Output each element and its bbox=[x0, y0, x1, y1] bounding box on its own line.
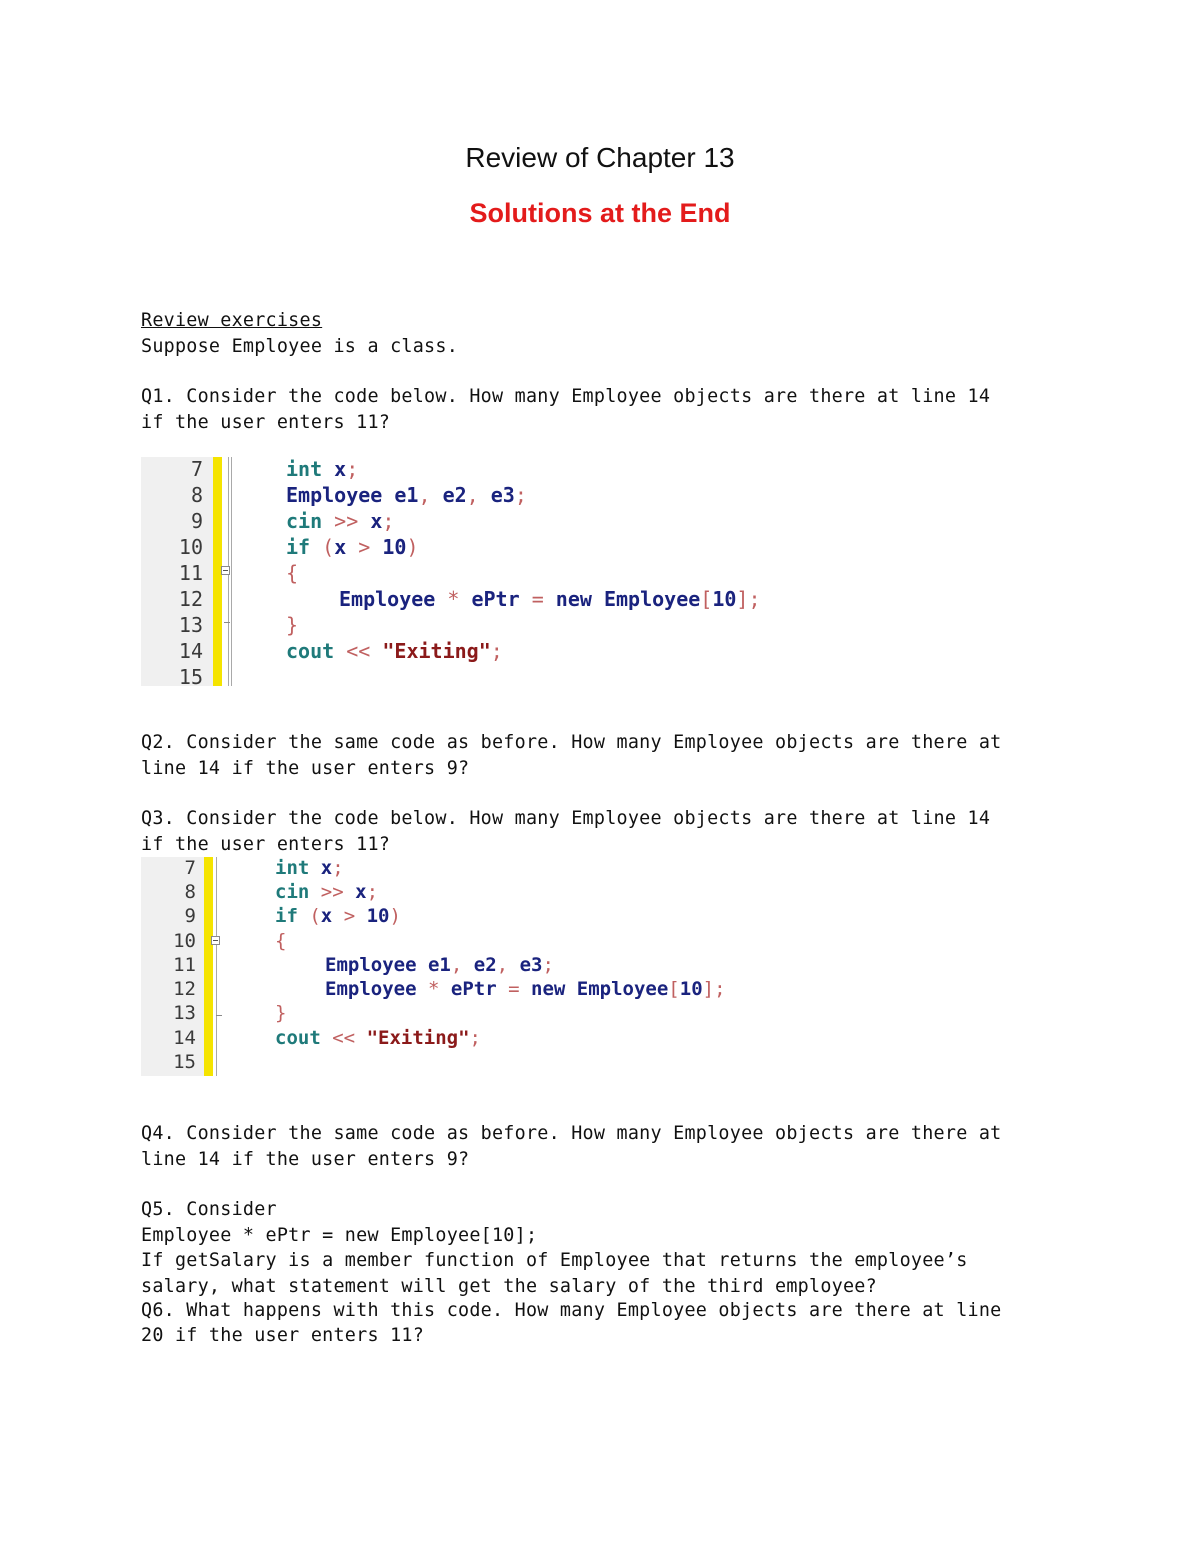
q5-line-1: Q5. Consider bbox=[141, 1199, 277, 1220]
intro-line: Suppose Employee is a class. bbox=[141, 336, 459, 357]
q3-line-2: if the user enters 11? bbox=[141, 834, 391, 855]
line-number: 9 bbox=[184, 905, 196, 927]
q2-line-1: Q2. Consider the same code as before. How many Employee objects are there at bbox=[141, 732, 1002, 753]
q6-line-1: Q6. What happens with this code. How many Employee objects are there at line bbox=[141, 1300, 1002, 1321]
line-number: 7 bbox=[190, 457, 203, 481]
code-line: cout << "Exiting"; bbox=[286, 639, 503, 663]
code-line: Employee e1, e2, e3; bbox=[325, 954, 554, 976]
code-line: } bbox=[275, 1002, 287, 1024]
q4-line-1: Q4. Consider the same code as before. How many Employee objects are there at bbox=[141, 1123, 1002, 1144]
gutter-edge bbox=[231, 457, 232, 686]
line-number: 15 bbox=[178, 665, 203, 689]
q1-line-1: Q1. Consider the code below. How many Employee objects are there at line 14 bbox=[141, 386, 991, 407]
line-number: 8 bbox=[190, 483, 203, 507]
q5-line-4: salary, what statement will get the salary of the third employee? bbox=[141, 1276, 877, 1297]
q4-line-2: line 14 if the user enters 9? bbox=[141, 1149, 470, 1170]
line-number: 14 bbox=[178, 639, 203, 663]
page-subtitle: Solutions at the End bbox=[469, 198, 731, 228]
code-line: Employee e1, e2, e3; bbox=[286, 483, 527, 507]
code-line: if (x > 10) bbox=[275, 905, 401, 927]
code-line: cin >> x; bbox=[286, 509, 395, 533]
q2-line-2: line 14 if the user enters 9? bbox=[141, 758, 470, 779]
code-line: { bbox=[275, 930, 287, 952]
line-number: 10 bbox=[173, 930, 196, 952]
line-number: 11 bbox=[178, 561, 203, 585]
change-marker-bar bbox=[204, 857, 213, 1076]
line-number: 9 bbox=[190, 509, 203, 533]
outline-end-tick bbox=[216, 1015, 222, 1016]
collapse-icon[interactable] bbox=[221, 566, 230, 575]
line-number: 10 bbox=[178, 535, 203, 559]
code-block-1 bbox=[141, 457, 841, 689]
outline-guide bbox=[216, 857, 217, 1076]
line-number: 13 bbox=[178, 613, 203, 637]
code-line: cin >> x; bbox=[275, 881, 379, 903]
line-number: 12 bbox=[173, 978, 196, 1000]
line-number: 15 bbox=[173, 1051, 196, 1073]
q5-line-2: Employee * ePtr = new Employee[10]; bbox=[141, 1225, 538, 1246]
code-line: } bbox=[286, 613, 299, 637]
code-block-2 bbox=[141, 857, 801, 1076]
page-title: Review of Chapter 13 bbox=[465, 142, 735, 173]
line-number: 14 bbox=[173, 1027, 196, 1049]
q5-line-3: If getSalary is a member function of Employee that returns the employee’s bbox=[141, 1250, 968, 1271]
line-number: 13 bbox=[173, 1002, 196, 1024]
line-number: 8 bbox=[184, 881, 196, 903]
code-line: Employee * ePtr = new Employee[10]; bbox=[325, 978, 726, 1000]
code-line: cout << "Exiting"; bbox=[275, 1027, 481, 1049]
code-line: int x; bbox=[286, 457, 359, 481]
code-line: Employee * ePtr = new Employee[10]; bbox=[339, 587, 761, 611]
code-line: int x; bbox=[275, 857, 344, 879]
q1-line-2: if the user enters 11? bbox=[141, 412, 391, 433]
outline-end-tick bbox=[224, 622, 230, 623]
line-number: 11 bbox=[173, 954, 196, 976]
line-number: 12 bbox=[178, 587, 203, 611]
section-heading: Review exercises bbox=[141, 310, 323, 331]
code-line: if (x > 10) bbox=[286, 535, 419, 559]
q6-line-2: 20 if the user enters 11? bbox=[141, 1325, 425, 1346]
line-number: 7 bbox=[184, 857, 196, 879]
code-line: { bbox=[286, 561, 299, 585]
q3-line-1: Q3. Consider the code below. How many Employee objects are there at line 14 bbox=[141, 808, 991, 829]
collapse-icon[interactable] bbox=[211, 936, 220, 945]
